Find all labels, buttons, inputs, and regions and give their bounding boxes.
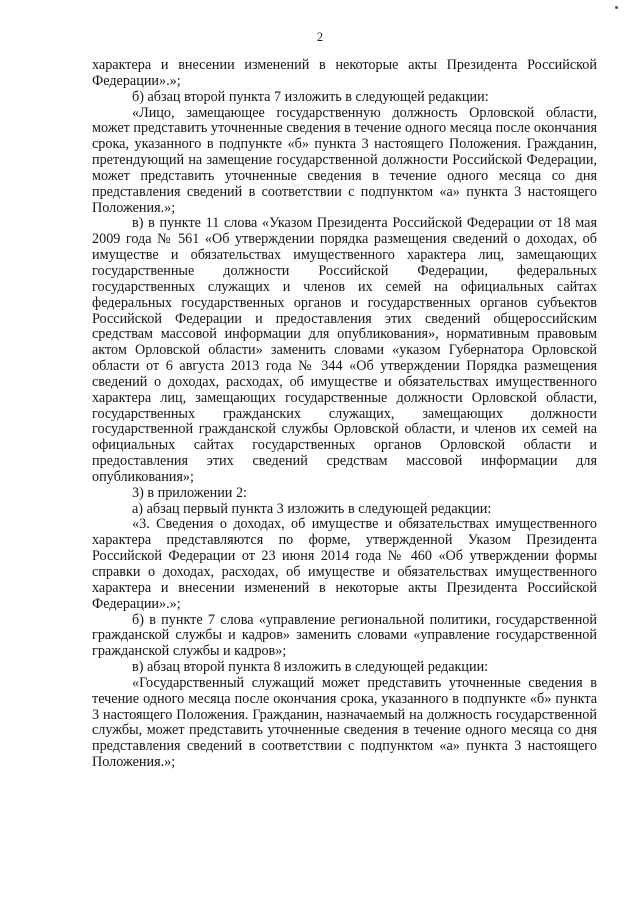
paragraph-6: а) абзац первый пункта 3 изложить в следующей редакции: — [132, 500, 492, 517]
paragraph-7: «3. Сведения о доходах, об имуществе и обязательствах имущественного характера представляются по форме, утвержденной Указом Президента Российской Федерации от 23 июня 2014 года № 460 «Об утверждении формы справки о доходах, расходах, об имуществе и обязательствах имущественного характера и внесении изменений в некоторые акты Президента Российской Федерации».»; — [92, 516, 597, 612]
paragraph-3: «Лицо, замещающее государственную должность Орловской области, может представить уточненные сведения в течение одного месяца после окончания срока, указанного в подпункте «б» пункта 3 настоящего Положения. Гражданин, претендующий на замещение государственной должности Российской Федерации, может представить уточненные сведения в течение одного месяца со дня представления сведений в соответствии с подпунктом «а» пункта 3 настоящего Положения.»; — [92, 104, 597, 216]
paragraph-2: б) абзац второй пункта 7 изложить в следующей редакции: — [132, 88, 489, 105]
page-number: 2 — [316, 30, 324, 44]
paragraph-5: 3) в приложении 2: — [132, 484, 247, 501]
paragraph-9: в) абзац второй пункта 8 изложить в следующей редакции: — [132, 659, 489, 676]
paragraph-8: б) в пункте 7 слова «управление региональной политики, государственной гражданской службы и кадров» заменить словами «управление государственной гражданской службы и кадров»; — [92, 611, 597, 660]
paragraph-1: характера и внесении изменений в некоторые акты Президента Российской Федерации».»; — [92, 57, 597, 89]
paragraph-4: в) в пункте 11 слова «Указом Президента Российской Федерации от 18 мая 2009 года № 561 «Об утверждении порядка размещения сведений о доходах, об имуществе и обязательствах имущественного характера лиц, замещающих государственные должности Российской Федерации, федеральных государственных служащих и членов их семей на официальных сайтах федеральных государственных органов и государственных органов субъектов Российской Федерации и предоставления этих сведений общероссийским средствам массовой информации для опубликования», нормативным правовым актом Орловской области» заменить словами «указом Губернатора Орловской области от 6 августа 2013 года № 344 «Об утверждении Порядка размещения сведений о доходах, расходах, об имуществе и обязательствах имущественного характера лиц, замещающих государственные должности Орловской области, государственных гражданских служащих, замещающих должности государственной гражданской службы Орловской области, и членов их семей на официальных сайтах государственных органов Орловской области и предоставления этих сведений средствам массовой информации для опубликования»; — [92, 215, 597, 485]
document-body — [92, 58, 597, 771]
paragraph-10: «Государственный служащий может представить уточненные сведения в течение одного месяца после окончания срока, указанного в подпункте «б» пункта 3 настоящего Положения. Гражданин, назначаемый на должность государственной службы, может представить уточненные сведения в течение одного месяца со дня представления сведений в соответствии с подпунктом «а» пункта 3 настоящего Положения.»; — [92, 674, 597, 771]
scan-dot — [615, 6, 618, 9]
